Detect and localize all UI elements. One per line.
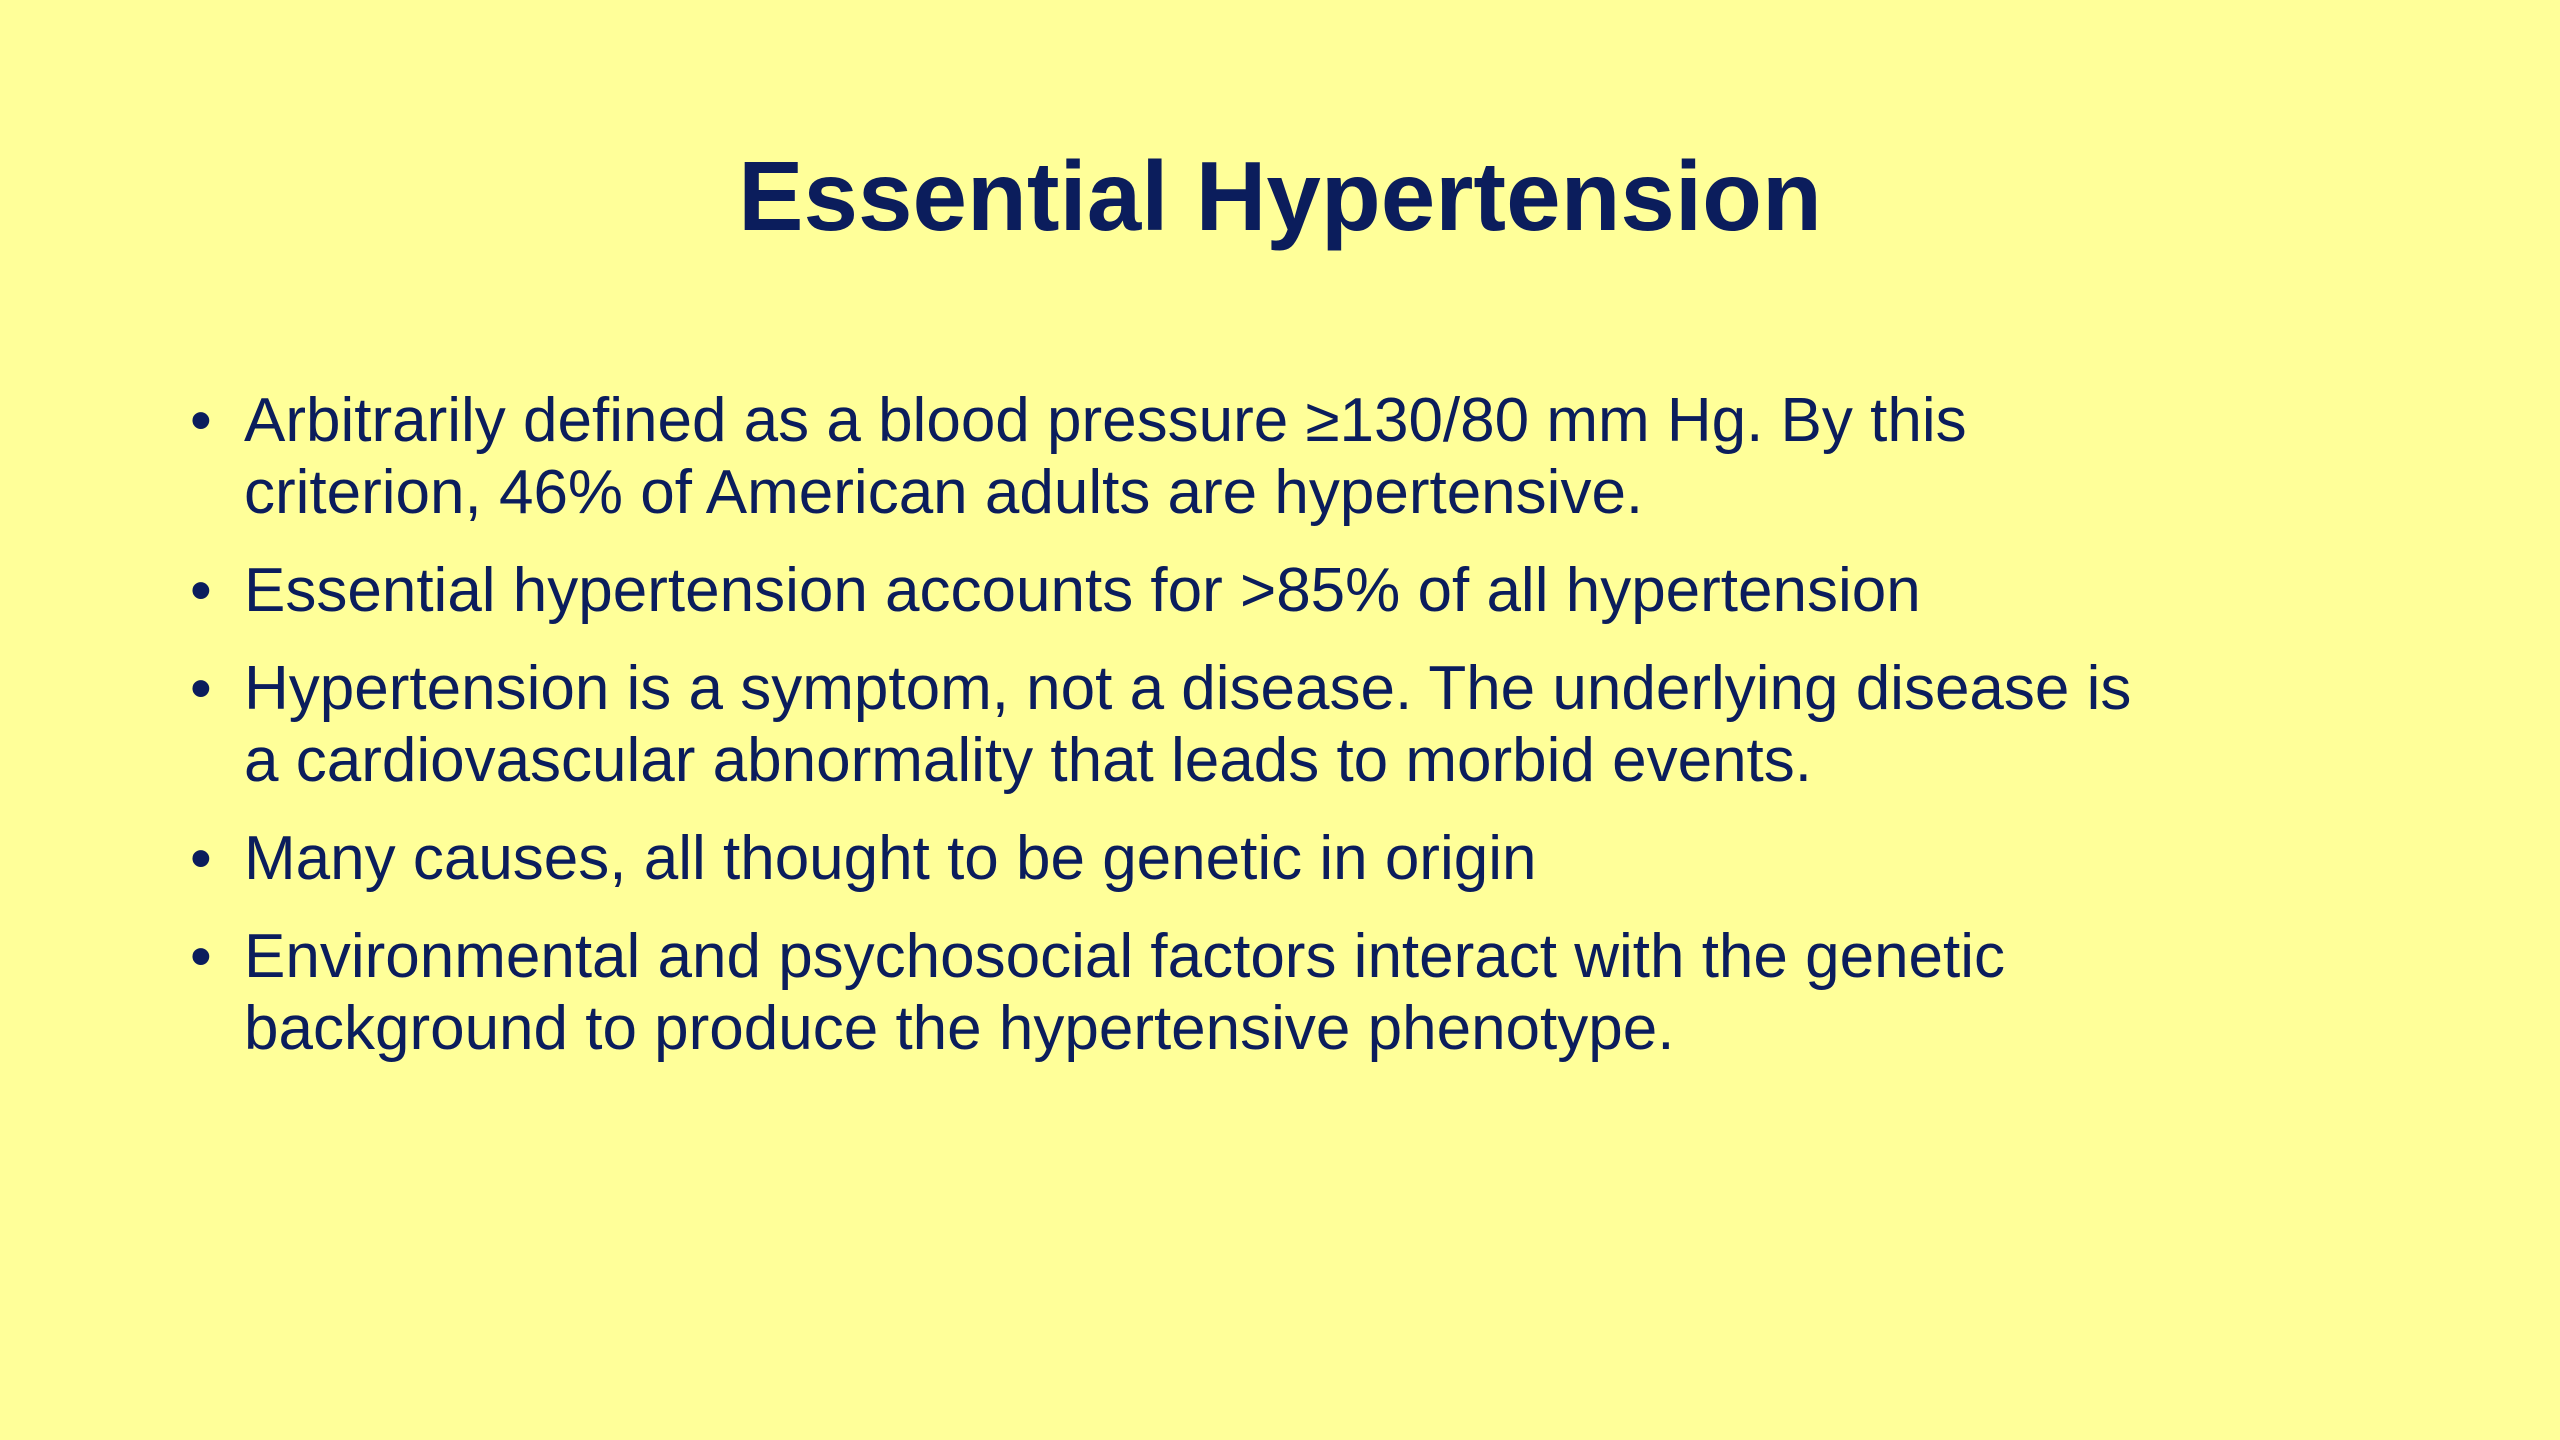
bullet-list (190, 385, 2390, 1091)
bullet-icon: • (190, 654, 212, 723)
bullet-item (190, 823, 2390, 895)
slide-title: Essential Hypertension (738, 141, 1822, 251)
bullet-line: Arbitrarily defined as a blood pressure ≥130/80 mm Hg. By this (244, 386, 1967, 455)
bullet-item (190, 555, 2390, 627)
bullet-line: Hypertension is a symptom, not a disease. The underlying disease is (244, 654, 2132, 723)
bullet-line: criterion, 46% of American adults are hypertensive. (244, 458, 1644, 527)
bullet-icon: • (190, 386, 212, 455)
bullet-line: Environmental and psychosocial factors interact with the genetic (244, 922, 2006, 991)
bullet-icon: • (190, 922, 212, 991)
bullet-line: a cardiovascular abnormality that leads to morbid events. (244, 726, 1813, 795)
bullet-item (190, 653, 2390, 797)
bullet-line: background to produce the hypertensive phenotype. (244, 994, 1675, 1063)
bullet-line: Essential hypertension accounts for >85% of all hypertension (244, 556, 1921, 625)
bullet-line: Many causes, all thought to be genetic in origin (244, 824, 1537, 893)
bullet-icon: • (190, 824, 212, 893)
bullet-item (190, 921, 2390, 1065)
bullet-icon: • (190, 556, 212, 625)
bullet-item (190, 385, 2390, 529)
